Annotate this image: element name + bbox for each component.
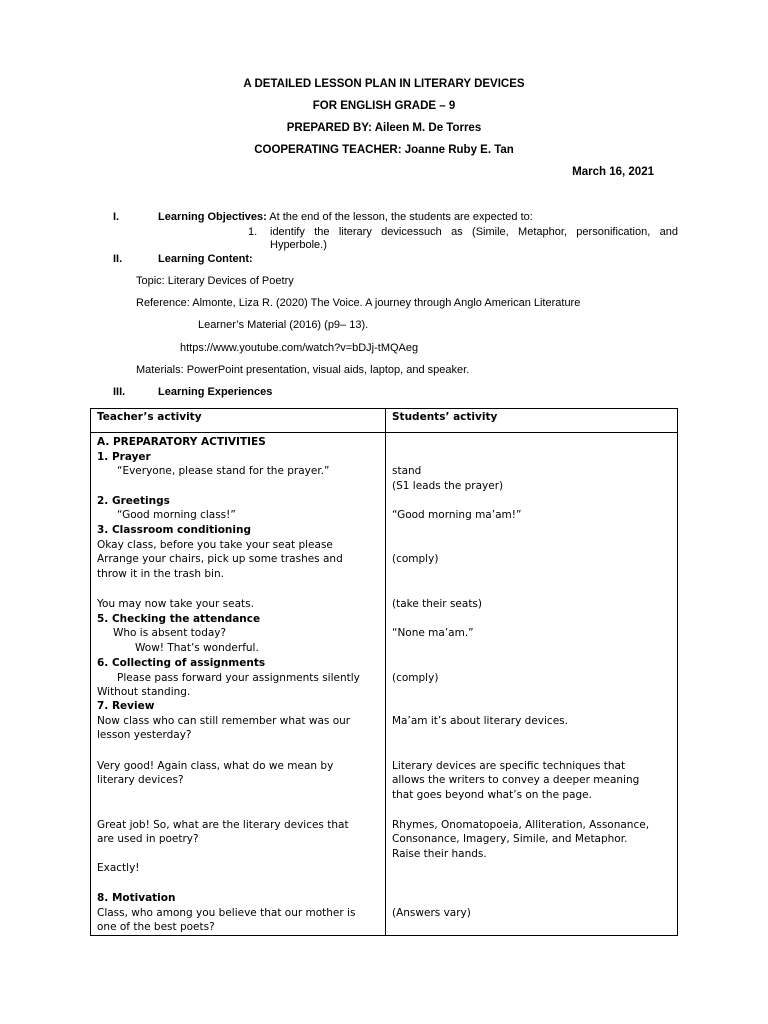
materials-line: Materials: PowerPoint presentation, visual aids, laptop, and speaker. xyxy=(136,364,470,376)
teacher-activity-cell xyxy=(91,433,386,936)
greetings-text: “Good morning class!” xyxy=(117,509,236,521)
learners-material-line: Learner’s Material (2016) (p9– 13). xyxy=(198,319,369,331)
conditioning-line-2: Arrange your chairs, pick up some trashes and xyxy=(97,553,343,565)
classroom-conditioning-title: 3. Classroom conditioning xyxy=(97,524,251,536)
student-answers: (Answers vary) xyxy=(392,907,471,919)
review-line-1: Now class who can still remember what was our xyxy=(97,715,351,727)
learning-experiences-table xyxy=(90,408,678,936)
document-title: A DETAILED LESSON PLAN IN LITERARY DEVICES xyxy=(243,78,525,90)
topic-line: Topic: Literary Devices of Poetry xyxy=(136,275,294,287)
section-3-label: Learning Experiences xyxy=(158,386,273,398)
assignments-title: 6. Collecting of assignments xyxy=(97,657,266,669)
student-s1-leads: (S1 leads the prayer) xyxy=(392,480,504,492)
section-2-label: Learning Content: xyxy=(158,253,253,265)
section-1-label: Learning Objectives: xyxy=(158,211,267,223)
attendance-line-1: Who is absent today? xyxy=(113,627,227,639)
student-none: “None ma’am.” xyxy=(392,627,474,639)
attendance-line-2: Wow! That’s wonderful. xyxy=(135,642,259,654)
students-activity-cell xyxy=(386,433,678,936)
student-comply-2: (comply) xyxy=(392,672,439,684)
section-2-number: II. xyxy=(113,253,123,265)
take-seats-text: You may now take your seats. xyxy=(97,598,254,610)
grade-line: FOR ENGLISH GRADE – 9 xyxy=(312,100,456,112)
prayer-text: “Everyone, please stand for the prayer.” xyxy=(117,465,330,477)
assignments-line-2: Without standing. xyxy=(97,686,191,698)
motivation-line-2: one of the best poets? xyxy=(97,921,215,933)
reference-line: Reference: Almonte, Liza R. (2020) The Voice. A journey through Anglo American Literature xyxy=(136,297,581,309)
great-job-line-1: Great job! So, what are the literary devices that xyxy=(97,819,349,831)
cooperating-teacher: COOPERATING TEACHER: Joanne Ruby E. Tan xyxy=(254,144,514,156)
review-title: 7. Review xyxy=(97,700,155,712)
student-definition-line-3: that goes beyond what’s on the page. xyxy=(392,789,592,801)
student-comply-1: (comply) xyxy=(392,553,439,565)
conditioning-line-3: throw it in the trash bin. xyxy=(97,568,224,580)
objective-text: identify the literary devicessuch as (Simile, Metaphor, personification, and Hyperbole.) xyxy=(270,226,678,251)
review-line-2: lesson yesterday? xyxy=(97,729,192,741)
student-list-line-1: Rhymes, Onomatopoeia, Alliteration, Assonance, xyxy=(392,819,650,831)
preparatory-activities-title: A. PREPARATORY ACTIVITIES xyxy=(97,436,266,448)
section-3-number: III. xyxy=(113,386,126,398)
very-good-line-1: Very good! Again class, what do we mean by xyxy=(97,760,334,772)
student-list-line-3: Raise their hands. xyxy=(392,848,487,860)
student-definition-line-1: Literary devices are specific techniques that xyxy=(392,760,626,772)
student-list-line-2: Consonance, Imagery, Simile, and Metaphor. xyxy=(392,833,628,845)
table-row xyxy=(91,433,678,936)
conditioning-line-1: Okay class, before you take your seat please xyxy=(97,539,333,551)
assignments-line-1: Please pass forward your assignments silently xyxy=(117,672,360,684)
table-header-row xyxy=(91,409,678,433)
section-1-number: I. xyxy=(113,211,120,223)
teacher-activity-header: Teacher’s activity xyxy=(91,409,386,433)
motivation-line-1: Class, who among you believe that our mother is xyxy=(97,907,356,919)
objective-number: 1. xyxy=(248,226,258,238)
student-definition-line-2: allows the writers to convey a deeper meaning xyxy=(392,774,640,786)
video-url[interactable]: https://www.youtube.com/watch?v=bDJj-tMQAeg xyxy=(180,342,419,354)
student-about: Ma’am it’s about literary devices. xyxy=(392,715,568,727)
document-date: March 16, 2021 xyxy=(572,166,654,178)
exactly-text: Exactly! xyxy=(97,862,140,874)
section-1-heading xyxy=(158,211,533,223)
greetings-title: 2. Greetings xyxy=(97,495,170,507)
prayer-title: 1. Prayer xyxy=(97,451,151,463)
student-good-morning: “Good morning ma’am!” xyxy=(392,509,522,521)
attendance-title: 5. Checking the attendance xyxy=(97,613,261,625)
prepared-by: PREPARED BY: Aileen M. De Torres xyxy=(286,122,482,134)
student-take-seats: (take their seats) xyxy=(392,598,483,610)
very-good-line-2: literary devices? xyxy=(97,774,184,786)
students-activity-header: Students’ activity xyxy=(386,409,678,433)
great-job-line-2: are used in poetry? xyxy=(97,833,199,845)
section-1-text: At the end of the lesson, the students are expected to: xyxy=(266,211,533,223)
student-stand: stand xyxy=(392,465,422,477)
motivation-title: 8. Motivation xyxy=(97,892,176,904)
